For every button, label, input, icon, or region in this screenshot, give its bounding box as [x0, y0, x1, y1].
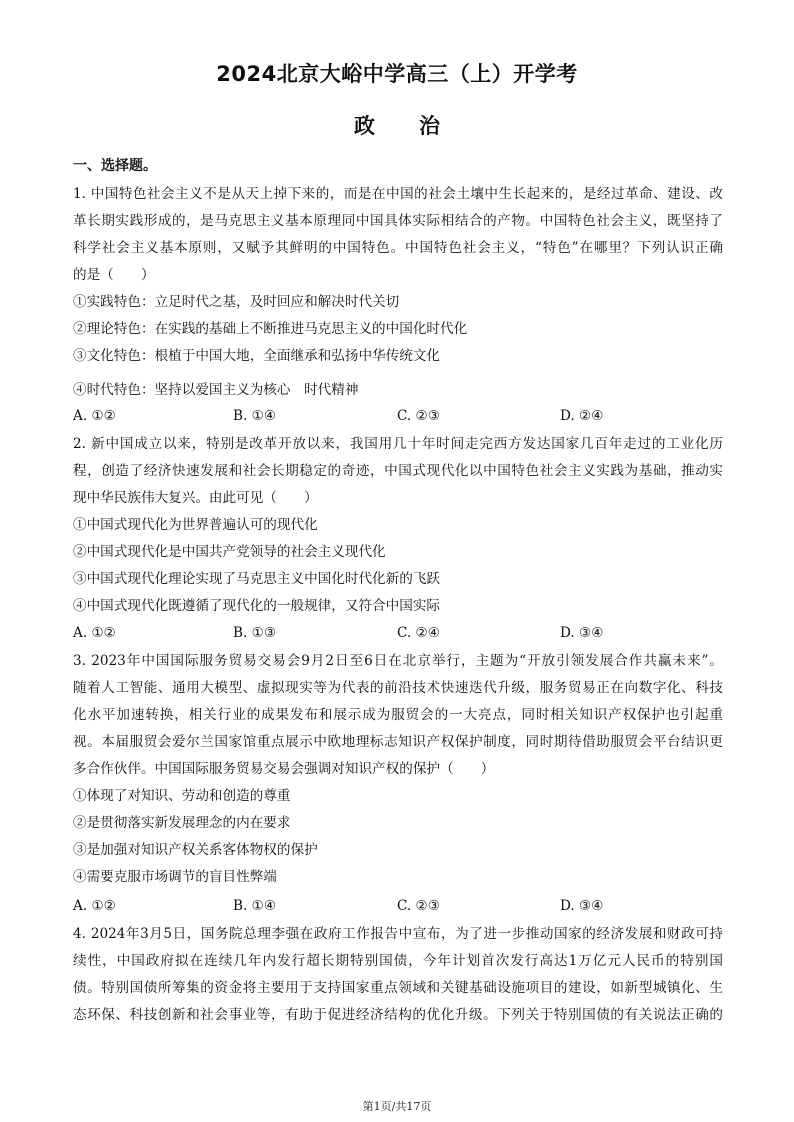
q1-option-b[interactable]: B. ①④ [233, 408, 277, 424]
q1-statement: ④时代特色：坚持以爱国主义为核心 时代精神 [73, 382, 359, 398]
q2-options [73, 623, 723, 643]
q4-text-line: 债。特别国债所筹集的资金将主要用于支持国家重点领域和关键基础设施项目的建设，如新型城镇化、生 [73, 980, 723, 996]
q1-option-d[interactable]: D. ②④ [560, 408, 604, 424]
q3-option-d[interactable]: D. ③④ [560, 898, 604, 914]
q2-statement: ②中国式现代化是中国共产党领导的社会主义现代化 [73, 544, 386, 560]
q4-text-line: 4. 2024年3月5日，国务院总理李强在政府工作报告中宣布，为了进一步推动国家的经济发展和财政可持 [73, 926, 723, 942]
q3-statement: ②是贯彻落实新发展理念的内在要求 [73, 815, 291, 831]
q3-options [73, 896, 723, 916]
q1-text-line: 革长期实践形成的，是马克思主义基本原理同中国具体实际相结合的产物。中国特色社会主义，既坚持了 [73, 213, 723, 229]
subject-char-1: 政 [354, 114, 375, 138]
q1-text-line: 科学社会主义基本原则，又赋予其鲜明的中国特色。中国特色社会主义，“特色”在哪里？下列认识正确 [73, 240, 723, 256]
q4-text-line: 态环保、科技创新和社会事业等，有助于促进经济结构的优化升级。下列关于特别国债的有关说法正确的 [73, 1007, 723, 1023]
q2-option-d[interactable]: D. ③④ [560, 625, 604, 641]
q3-statement: ④需要克服市场调节的盲目性弊端 [73, 869, 277, 885]
subject-char-2: 治 [419, 114, 440, 138]
q2-text-line: 2. 新中国成立以来，特别是改革开放以来，我国用几十年时间走完西方发达国家几百年走过的工业化历 [73, 436, 723, 452]
page-number: 第1页/共17页 [362, 1100, 432, 1113]
q2-statement: ①中国式现代化为世界普遍认可的现代化 [73, 517, 318, 533]
q2-text-line: 现中华民族伟大复兴。由此可见（ ） [73, 490, 318, 506]
document-title: 2024北京大峪中学高三（上）开学考 [216, 62, 578, 86]
q1-text-line: 1. 中国特色社会主义不是从天上掉下来的，而是在中国的社会土壤中生长起来的，是经过革命、建设、改 [73, 186, 723, 202]
q1-options [73, 406, 723, 426]
q2-text-line: 程，创造了经济快速发展和社会长期稳定的奇迹，中国式现代化以中国特色社会主义实践为基础，推动实 [73, 463, 723, 479]
q2-option-a[interactable]: A. ①② [73, 625, 116, 641]
subject-title [0, 110, 794, 140]
q3-statement: ①体现了对知识、劳动和创造的尊重 [73, 788, 291, 804]
q3-text-line: 随着人工智能、通用大模型、虚拟现实等为代表的前沿技术快速迭代升级，服务贸易正在向数字化、科技 [73, 680, 723, 696]
q3-statement: ③是加强对知识产权关系客体物权的保护 [73, 842, 318, 858]
q1-statement: ③文化特色：根植于中国大地，全面继承和弘扬中华传统文化 [73, 348, 441, 364]
q2-statement: ④中国式现代化既遵循了现代化的一般规律，又符合中国实际 [73, 598, 441, 614]
q1-text-line: 的是（ ） [73, 267, 155, 283]
q3-option-c[interactable]: C. ②③ [397, 898, 440, 914]
q3-text-line: 视。本届服贸会爱尔兰国家馆重点展示中欧地理标志知识产权保护制度，同时期待借助服贸会平台结识更 [73, 734, 723, 750]
q3-text-line: 3. 2023年中国国际服务贸易交易会9月2日至6日在北京举行，主题为“开放引领发展合作共赢未来”。 [73, 653, 723, 669]
q2-option-b[interactable]: B. ①③ [233, 625, 277, 641]
q2-statement: ③中国式现代化理论实现了马克思主义中国化时代化新的飞跃 [73, 571, 441, 587]
q4-text-line: 续性，中国政府拟在连续几年内发行超长期特别国债，今年计划首次发行高达1万亿元人民币的特别国 [73, 953, 723, 969]
q1-statement: ②理论特色：在实践的基础上不断推进马克思主义的中国化时代化 [73, 321, 468, 337]
q3-option-a[interactable]: A. ①② [73, 898, 116, 914]
q1-option-c[interactable]: C. ②③ [397, 408, 440, 424]
q3-text-line: 化水平加速转换，相关行业的成果发布和展示成为服贸会的一大亮点，同时相关知识产权保护也引起重 [73, 707, 723, 723]
section-heading: 一、选择题。 [73, 158, 157, 174]
q3-option-b[interactable]: B. ①④ [233, 898, 277, 914]
q1-statement: ①实践特色：立足时代之基，及时回应和解决时代关切 [73, 294, 400, 310]
q3-text-line: 多合作伙伴。中国国际服务贸易交易会强调对知识产权的保护（ ） [73, 761, 495, 777]
q1-option-a[interactable]: A. ①② [73, 408, 116, 424]
q2-option-c[interactable]: C. ②④ [397, 625, 440, 641]
